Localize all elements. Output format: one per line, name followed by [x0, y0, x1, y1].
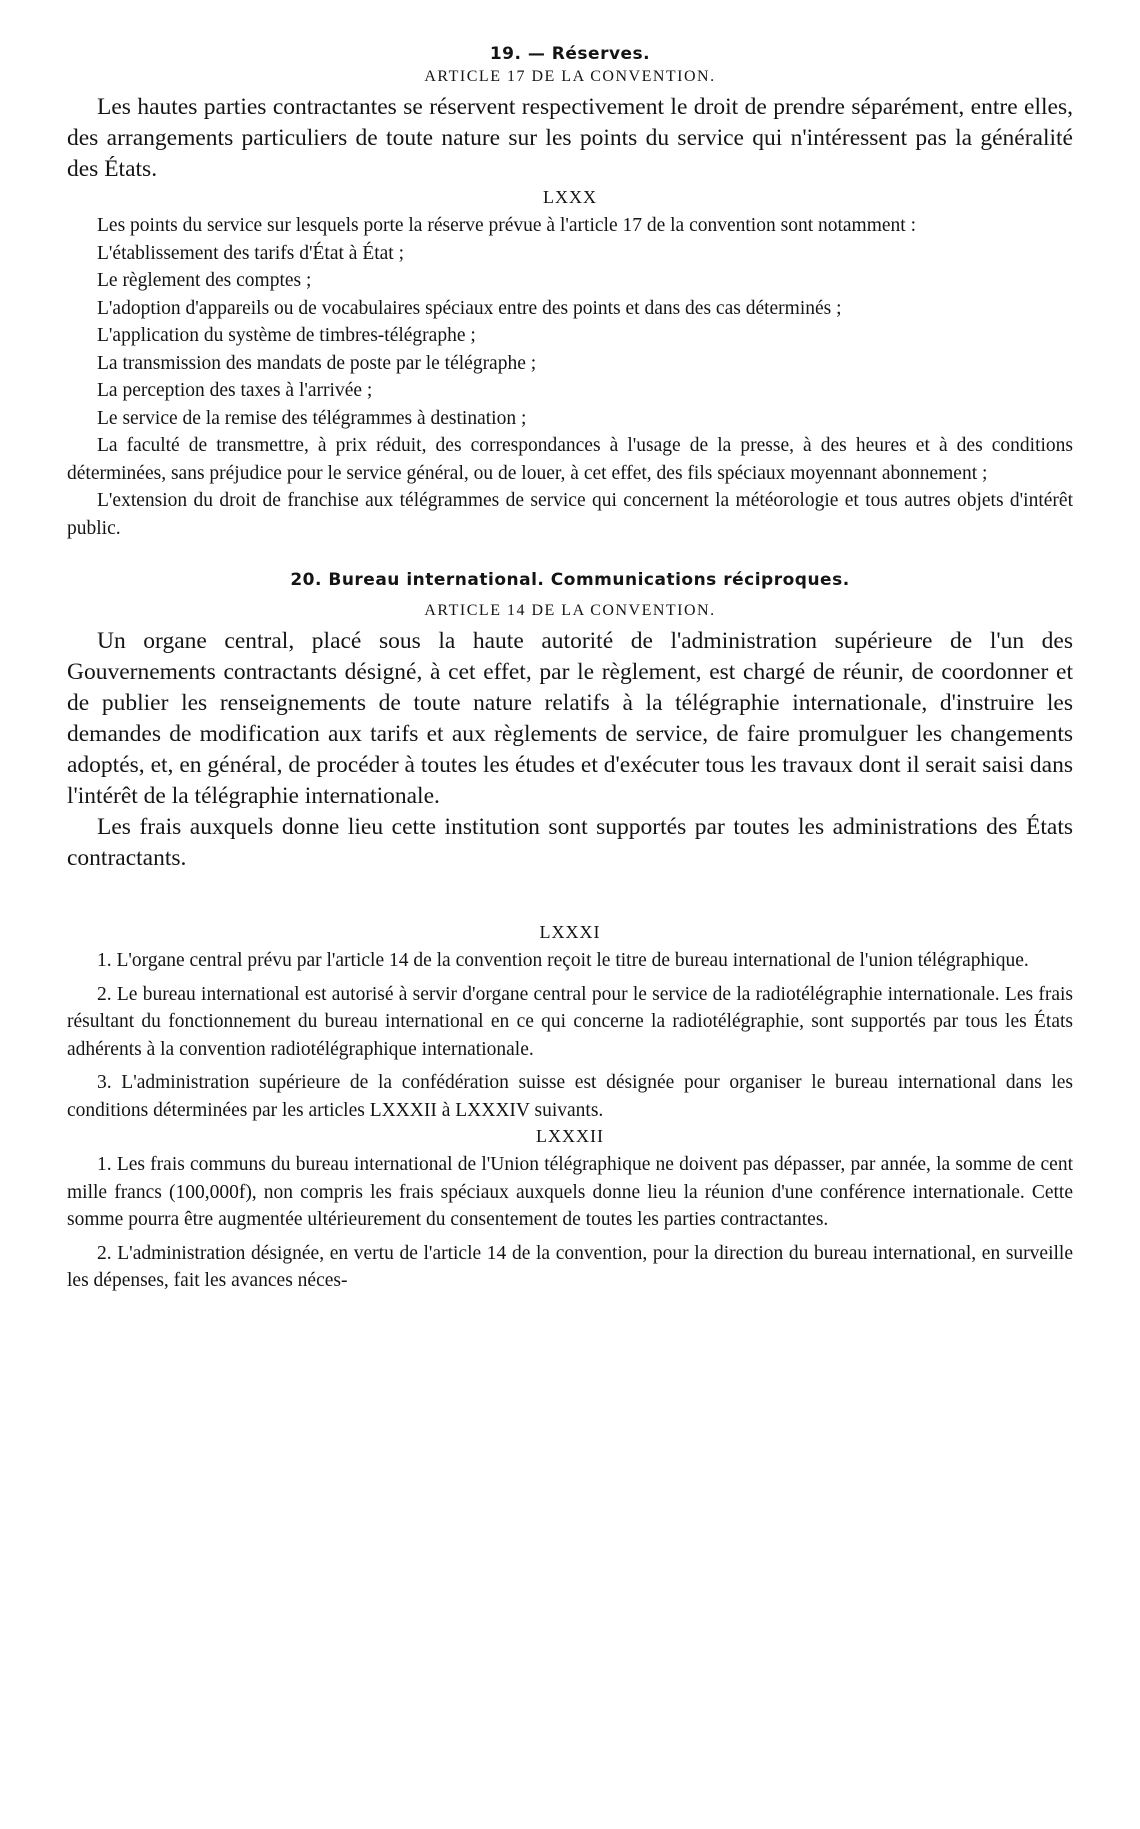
article-14-paragraph: Les frais auxquels donne lieu cette institution sont supportés par toutes les administrations des États contractants. [67, 814, 1073, 871]
list-item: Le service de la remise des télégrammes à destination ; [97, 407, 527, 429]
section-19-title: 19. — Réserves. [489, 44, 651, 64]
list-item: Le règlement des comptes ; [97, 270, 312, 291]
list-item: La perception des taxes à l'arrivée ; [97, 380, 373, 401]
article-14-paragraph: Un organe central, placé sous la haute autorité de l'administration supérieure de l'un des Gouvernements contractants désigné, à cet effet, par le règlement, est chargé de réunir, de coordonner et de publier les renseignements de toute nature relatifs à la télégraphie internationale, d'instruire les demandes de modification aux tarifs et aux règlements de service, de faire promulguer les changements adoptés, et, en général, de procéder à toutes les études et d'exécuter tous les travaux dont il serait saisi dans l'intérêt de la télégraphie internationale. [67, 628, 1073, 809]
article-17-text: Les hautes parties contractantes se réservent respectivement le droit de prendre séparément, entre elles, des arrangements particuliers de toute nature sur les points du service qui n'intéressent pas la généralité des États. [67, 94, 1073, 182]
regulation-lxxx-list [67, 240, 1073, 543]
article-17-heading: ARTICLE 17 DE LA CONVENTION. [424, 68, 716, 85]
article-14-heading: ARTICLE 14 DE LA CONVENTION. [424, 602, 716, 619]
list-item: La transmission des mandats de poste par le télégraphe ; [97, 352, 537, 374]
regulation-paragraph: 2. Le bureau international est autorisé à servir d'organe central pour le service de la radiotélégraphie internationale. Les frais résultant du fonctionnement du bureau international en ce qui concerne la radiotélégraphie, sont supportés par tous les États adhérents à la convention radiotélégraphique internationale. [67, 983, 1073, 1060]
regulation-lxxx-intro: Les points du service sur lesquels porte la réserve prévue à l'article 17 de la convention sont notamment : [97, 215, 917, 236]
regulation-paragraph: 2. L'administration désignée, en vertu de l'article 14 de la convention, pour la direction du bureau international, en surveille les dépenses, fait les avances néces- [67, 1242, 1073, 1291]
regulation-paragraph: 1. Les frais communs du bureau international de l'Union télégraphique ne doivent pas dépasser, par année, la somme de cent mille francs (100,000f), non compris les frais spéciaux auxquels donne lieu la réunion d'une conférence internationale. Cette somme pourra être augmentée ultérieurement du consentement de toutes les parties contractantes. [67, 1154, 1073, 1230]
regulation-lxxxi-number: LXXXI [539, 922, 601, 942]
regulation-paragraph: 3. L'administration supérieure de la confédération suisse est désignée pour organiser le bureau international dans les conditions déterminées par les articles LXXXII à LXXXIV suivants. [67, 1072, 1073, 1121]
list-item: L'adoption d'appareils ou de vocabulaires spéciaux entre des points et dans des cas déterminés ; [97, 297, 842, 319]
document-page [67, 44, 1073, 1295]
list-item: L'établissement des tarifs d'État à État ; [97, 242, 405, 264]
list-item: L'application du système de timbres-télégraphe ; [97, 325, 476, 346]
list-item: La faculté de transmettre, à prix réduit, des correspondances à l'usage de la presse, à des heures et à des conditions déterminées, sans préjudice pour le service général, ou de louer, à cet effet, des fils spéciaux moyennant abonnement ; [67, 435, 1073, 484]
regulation-paragraph: 1. L'organe central prévu par l'article 14 de la convention reçoit le titre de bureau international de l'union télégraphique. [97, 950, 1029, 971]
regulation-lxxx-number: LXXX [543, 187, 597, 207]
list-item: L'extension du droit de franchise aux télégrammes de service qui concernent la météorologie et tous autres objets d'intérêt public. [67, 490, 1073, 539]
section-20-title: 20. Bureau international. Communications réciproques. [290, 570, 850, 590]
regulation-lxxxii-number: LXXXII [536, 1126, 604, 1146]
